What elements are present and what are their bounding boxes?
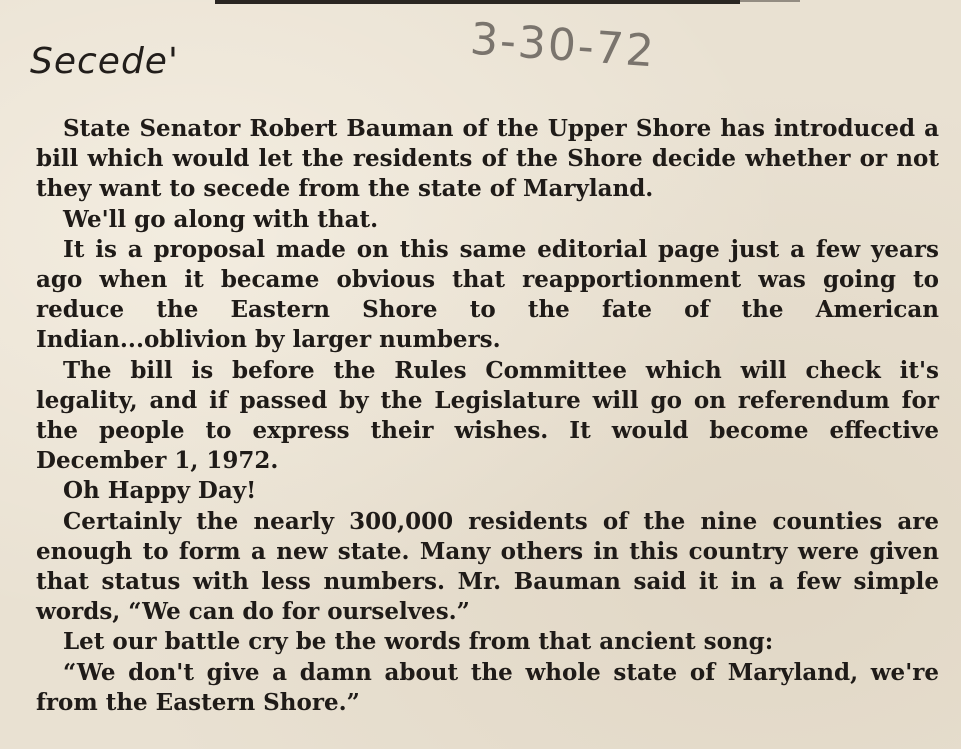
paragraph-battle-cry: Let our battle cry be the words from that ancient song:: [63, 628, 774, 656]
paragraph-proposal-history: It is a proposal made on this same editorial page just a few years ago when it became obvious that reapportionment was going to reduce the Eastern Shore to the fate of the American Indian...oblivion by larger numbers.: [36, 235, 939, 354]
paragraph-go-along: We'll go along with that.: [63, 205, 379, 233]
paragraph-bill-introduced: State Senator Robert Bauman of the Upper Shore has introduced a bill which would let the residents of the Shore decide whether or not they want to secede from the state of Maryland.: [36, 115, 939, 203]
top-border-rule-faded: [740, 0, 800, 2]
paragraph-rules-committee: The bill is before the Rules Committee which will check it's legality, and if passed by the Legislature will go on referendum for the people to express their wishes. It would become effective December 1, 1972.: [36, 356, 939, 475]
paragraph-song-quote: “We don't give a damn about the whole state of Maryland, we're from the Eastern Shore.”: [36, 658, 939, 716]
headline: Secede': [30, 41, 179, 82]
paragraph-happy-day: Oh Happy Day!: [63, 477, 257, 505]
editorial-article: [36, 114, 939, 718]
handwritten-date-note: 3-30-72: [468, 13, 658, 78]
top-border-rule: [215, 0, 740, 4]
paragraph-new-state: Certainly the nearly 300,000 residents of the nine counties are enough to form a new state. Many others in this country were given that status with less numbers. Mr. Bauman said it in a few simple words, “We can do for ourselves.”: [36, 507, 939, 626]
